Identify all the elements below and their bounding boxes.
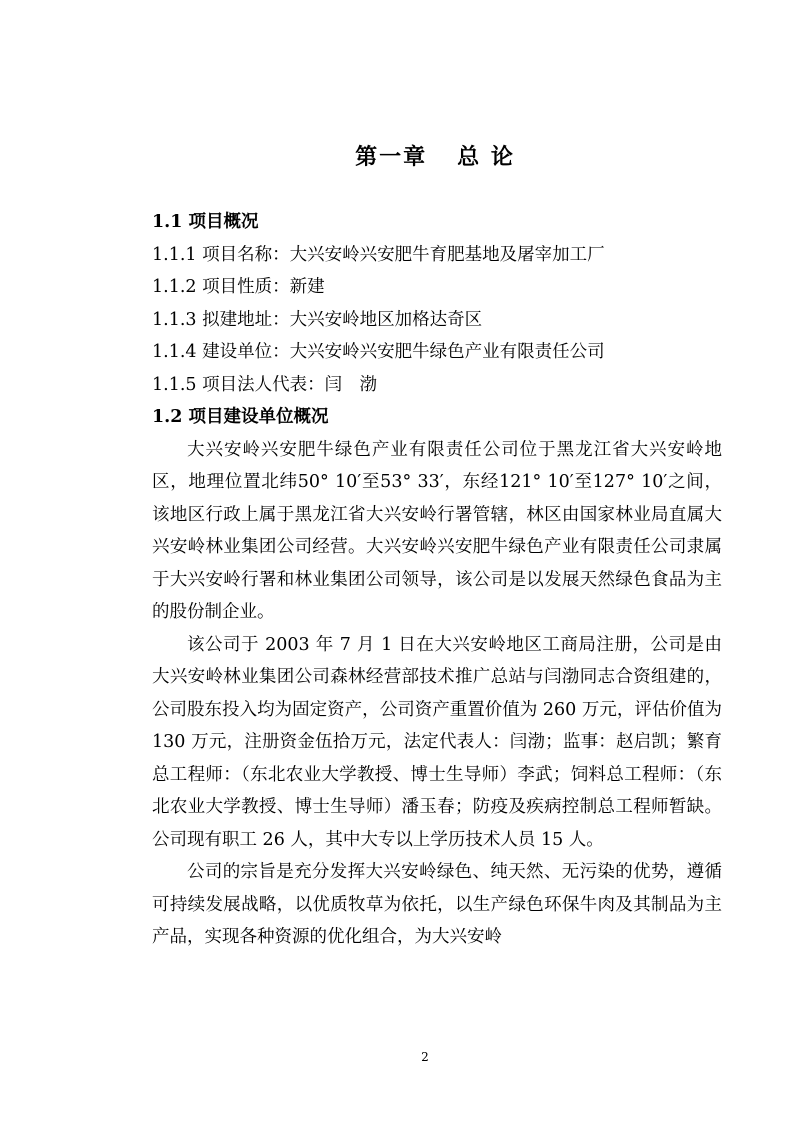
chapter-title <box>0 140 800 171</box>
paragraph-company-location: 大兴安岭兴安肥牛绿色产业有限责任公司位于黑龙江省大兴安岭地区，地理位置北纬50° 10′至53° 33′，东经121° 10′至127° 10′之间，该地区行政上属于黑龙江省大兴安岭行署管辖，林区由国家林业局直属大兴安岭林业集团公司经营。大兴安岭兴安肥牛绿色产业有限责任公司隶属于大兴安岭行署和林业集团公司领导，该公司是以发展天然绿色食品为主的股份制企业。 <box>152 439 722 622</box>
section-heading-1-2: 1.2 项目建设单位概况 <box>152 407 329 427</box>
paragraph-company-purpose: 公司的宗旨是充分发挥大兴安岭绿色、纯天然、无污染的优势，遵循可持续发展战略，以优质牧草为依托，以生产绿色环保牛肉及其制品为主产品，实现各种资源的优化组合，为大兴安岭 <box>152 862 722 947</box>
item-project-address: 1.1.3 拟建地址：大兴安岭地区加格达奇区 <box>152 309 483 330</box>
page-number: 2 <box>421 1050 429 1064</box>
section-heading-1-1: 1.1 项目概况 <box>152 212 259 232</box>
chapter-number: 第一章 <box>355 144 428 170</box>
chapter-name: 总 论 <box>457 144 515 170</box>
item-construction-unit: 1.1.4 建设单位：大兴安岭兴安肥牛绿色产业有限责任公司 <box>152 342 605 362</box>
item-legal-representative: 1.1.5 项目法人代表：闫 渤 <box>152 374 378 395</box>
item-project-nature: 1.1.2 项目性质：新建 <box>152 277 325 297</box>
document-body <box>152 206 722 954</box>
item-project-name: 1.1.1 项目名称：大兴安岭兴安肥牛育肥基地及屠宰加工厂 <box>152 244 605 265</box>
paragraph-company-registration: 该公司于 2003 年 7 月 1 日在大兴安岭地区工商局注册，公司是由大兴安岭林业集团公司森林经营部技术推广总站与闫渤同志合资组建的，公司股东投入均为固定资产，公司资产重置价值为 260 万元，评估价值为 130 万元，注册资金伍拾万元，法定代表人：闫渤；监事：赵启凯；繁育总工程师：（东北农业大学教授、博士生导师）李武；饲料总工程师：（东北农业大学教授、博士生导师）潘玉春；防疫及疾病控制总工程师暂缺。公司现有职工 26 人，其中大专以上学历技术人员 15 人。 <box>152 634 722 850</box>
